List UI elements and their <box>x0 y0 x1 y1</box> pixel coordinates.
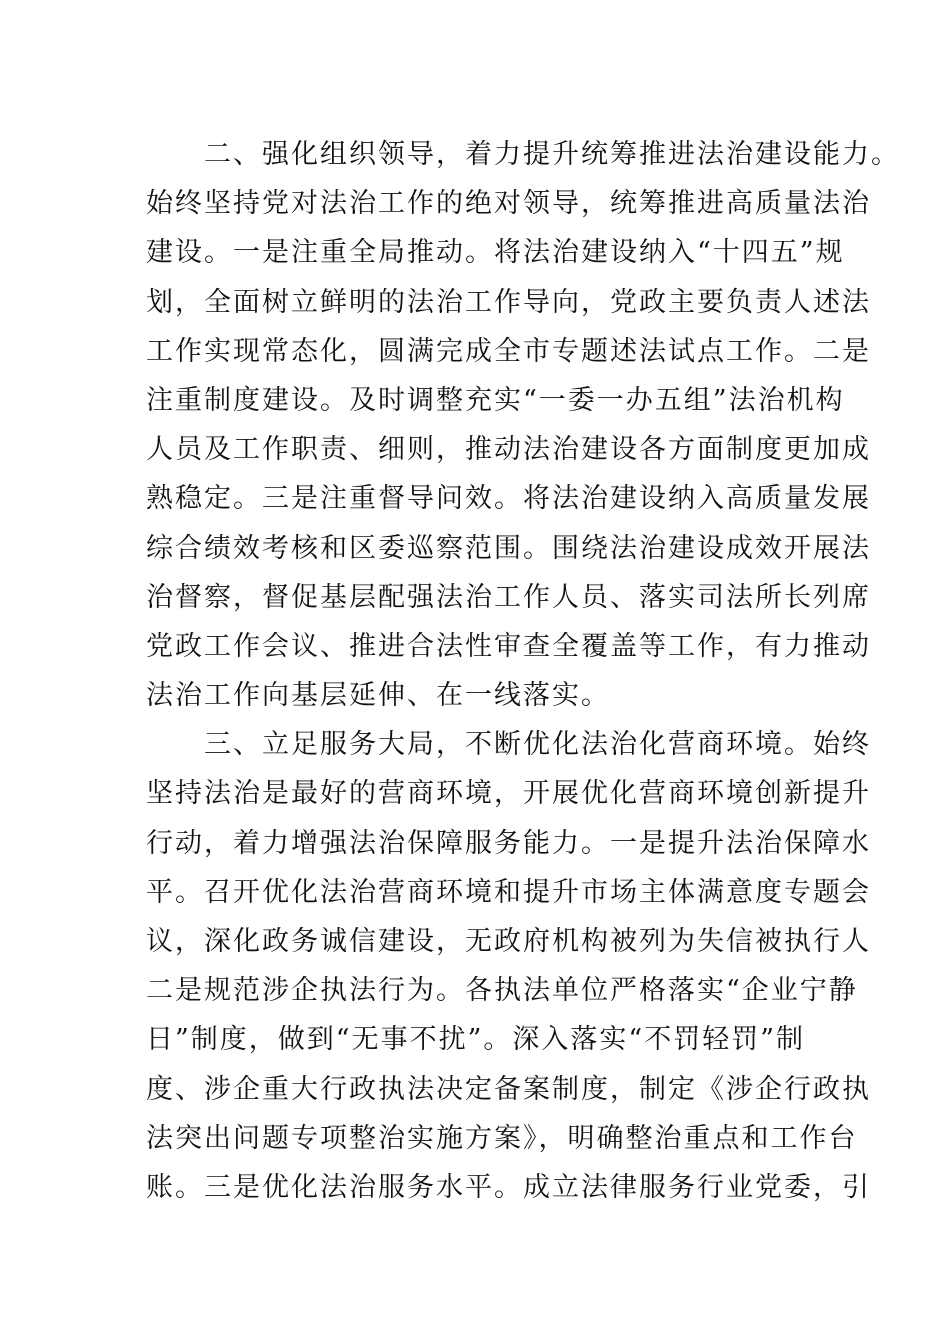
text-line: 二、强化组织领导，着力提升统筹推进法治建设能力。 <box>146 139 900 170</box>
text-line: 建设。一是注重全局推动。将法治建设纳入“十四五”规 <box>146 237 845 269</box>
text-line: 账。三是优化法治服务水平。成立法律服务行业党委，引 <box>146 1171 871 1203</box>
text-line: 综合绩效考核和区委巡察范围。围绕法治建设成效开展法 <box>146 532 871 564</box>
text-line: 平。召开优化法治营商环境和提升市场主体满意度专题会 <box>146 876 871 908</box>
text-line: 人员及工作职责、细则，推动法治建设各方面制度更加成 <box>146 434 871 466</box>
text-line: 治督察，督促基层配强法治工作人员、落实司法所长列席 <box>146 581 871 613</box>
text-line: 法治工作向基层延伸、在一线落实。 <box>146 680 610 712</box>
text-line: 议，深化政务诚信建设，无政府机构被列为失信被执行人 <box>146 926 871 957</box>
paragraph-2 <box>146 130 900 720</box>
text-line: 度、涉企重大行政执法决定备案制度，制定《涉企行政执 <box>146 1073 871 1105</box>
text-line: 注重制度建设。及时调整充实“一委一办五组”法治机构 <box>146 384 845 416</box>
text-line: 党政工作会议、推进合法性审查全覆盖等工作，有力推动 <box>146 630 871 662</box>
paragraph-3 <box>146 720 871 1212</box>
text-line: 行动，着力增强法治保障服务能力。一是提升法治保障水 <box>146 827 871 859</box>
text-line: 法突出问题专项整治实施方案》，明确整治重点和工作台 <box>146 1122 858 1154</box>
text-line: 熟稳定。三是注重督导问效。将法治建设纳入高质量发展 <box>146 483 871 515</box>
document-body <box>146 130 900 1212</box>
text-line: 日”制度，做到“无事不扰”。深入落实“不罚轻罚”制 <box>146 1024 806 1056</box>
text-line: 工作实现常态化，圆满完成全市专题述法试点工作。二是 <box>146 335 871 367</box>
text-line: 二是规范涉企执法行为。各执法单位严格落实“企业宁静 <box>146 975 858 1007</box>
text-line: 划，全面树立鲜明的法治工作导向，党政主要负责人述法 <box>146 286 871 318</box>
text-line: 坚持法治是最好的营商环境，开展优化营商环境创新提升 <box>146 778 871 810</box>
text-line: 始终坚持党对法治工作的绝对领导，统筹推进高质量法治 <box>146 188 871 220</box>
text-line: 三、立足服务大局，不断优化法治化营商环境。始终 <box>146 729 871 761</box>
